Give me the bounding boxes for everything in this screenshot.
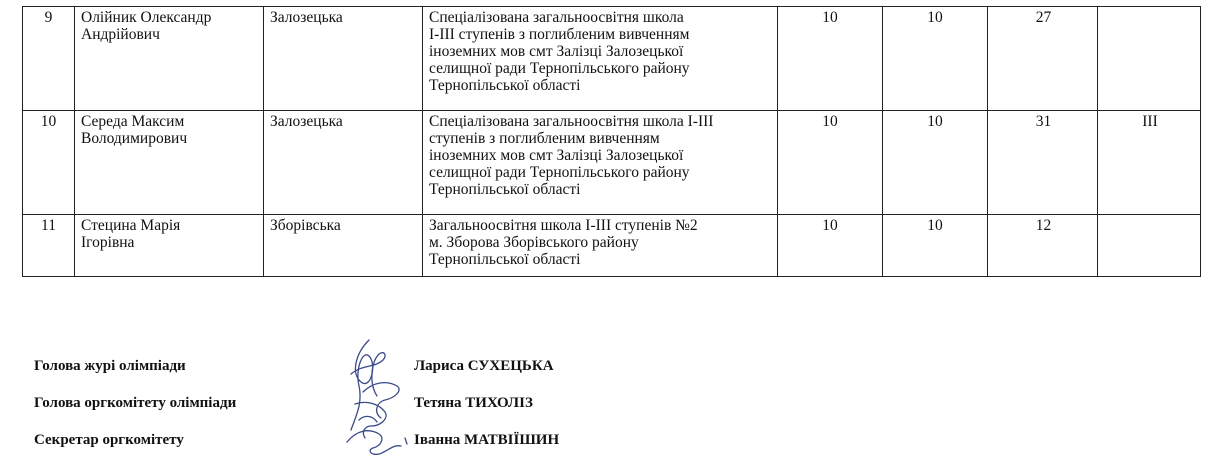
signatory-role: Голова журі олімпіади bbox=[34, 358, 186, 374]
participant-name: Олійник Олександр Андрійович bbox=[75, 7, 264, 111]
row-number: 11 bbox=[23, 215, 75, 277]
row-number: 9 bbox=[23, 7, 75, 111]
participant-name: Середа Максим Володимирович bbox=[75, 111, 264, 215]
signatory-role: Голова оргкомітету олімпіади bbox=[34, 395, 237, 411]
signatory-name: Тетяна ТИХОЛІЗ bbox=[414, 395, 533, 411]
row-number: 10 bbox=[23, 111, 75, 215]
school: Спеціалізована загальноосвітня школа І-ІІІ ступенів з поглибленим вивченням іноземних мов смт Залізці Залозецької селищної ради Тернопільського району Тернопільської області bbox=[423, 111, 778, 215]
table-row bbox=[23, 215, 1201, 277]
place bbox=[1098, 7, 1201, 111]
signatory-name: Лариса СУХЕЦЬКА bbox=[414, 358, 554, 374]
grade: 10 bbox=[778, 7, 883, 111]
grade: 10 bbox=[778, 111, 883, 215]
school: Спеціалізована загальноосвітня школа І-ІІІ ступенів з поглибленим вивченням іноземних мов смт Залізці Залозецької селищної ради Тернопільського району Тернопільської області bbox=[423, 7, 778, 111]
score: 27 bbox=[988, 7, 1098, 111]
table-row bbox=[23, 111, 1201, 215]
score: 31 bbox=[988, 111, 1098, 215]
district: Залозецька bbox=[264, 111, 423, 215]
school: Загальноосвітня школа І-ІІІ ступенів №2 м. Зборова Зборівського району Тернопільської області bbox=[423, 215, 778, 277]
study-grade: 10 bbox=[883, 7, 988, 111]
district: Залозецька bbox=[264, 7, 423, 111]
place: ІІІ bbox=[1098, 111, 1201, 215]
table-row bbox=[23, 7, 1201, 111]
study-grade: 10 bbox=[883, 111, 988, 215]
participant-name: Стецина Марія Ігорівна bbox=[75, 215, 264, 277]
district: Зборівська bbox=[264, 215, 423, 277]
place bbox=[1098, 215, 1201, 277]
signatory-name: Іванна МАТВІЇШИН bbox=[414, 432, 560, 448]
handwritten-signature bbox=[325, 334, 415, 464]
study-grade: 10 bbox=[883, 215, 988, 277]
grade: 10 bbox=[778, 215, 883, 277]
score: 12 bbox=[988, 215, 1098, 277]
signatory-role: Секретар оргкомітету bbox=[34, 432, 184, 448]
results-table bbox=[22, 6, 1201, 277]
